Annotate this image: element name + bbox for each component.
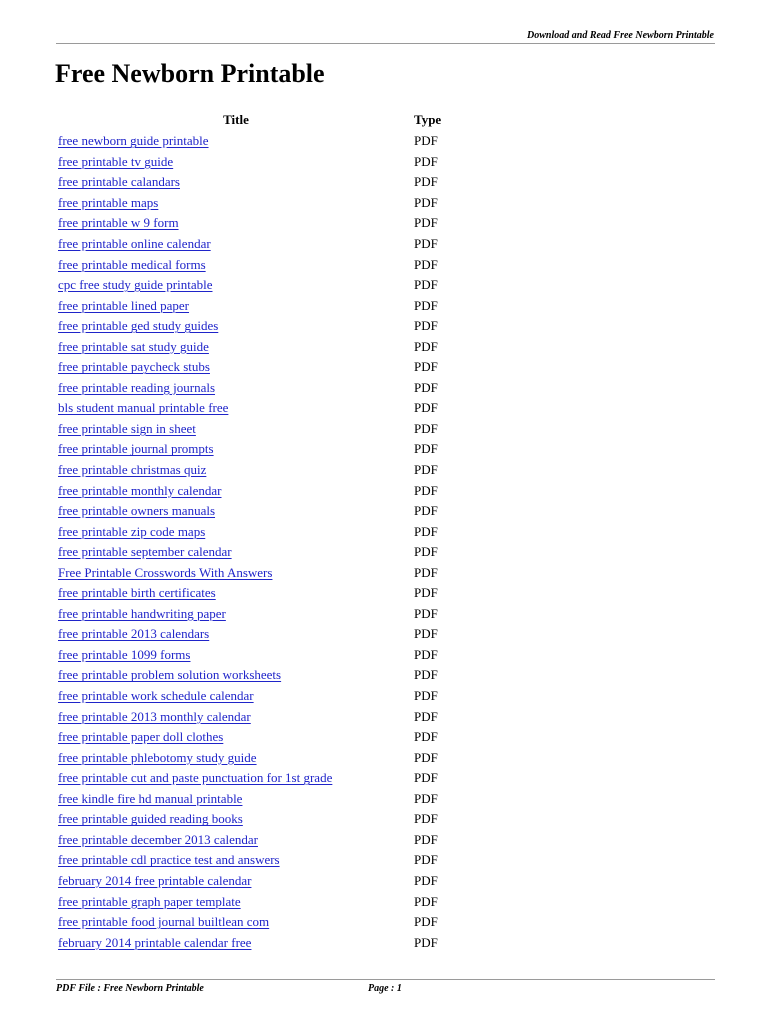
document-link[interactable]: free printable phlebotomy study guide: [58, 749, 257, 765]
row-title-cell: [58, 234, 414, 255]
row-title-cell: [58, 378, 414, 399]
row-type-cell: PDF: [414, 811, 438, 827]
table-row: [58, 398, 478, 419]
row-type-cell: PDF: [414, 256, 438, 272]
column-header-type: Type: [414, 112, 442, 127]
table-row: [58, 336, 478, 357]
row-title-cell: [58, 521, 414, 542]
row-type-cell: PDF: [414, 585, 438, 601]
document-link[interactable]: free printable problem solution worksheets: [58, 667, 282, 683]
header-divider: [56, 43, 715, 44]
row-type-cell: PDF: [414, 420, 438, 436]
row-type-cell: PDF: [414, 400, 438, 416]
table-row: [58, 747, 478, 768]
table-row: [58, 378, 478, 399]
table-row: [58, 172, 478, 193]
row-title-cell: [58, 932, 414, 953]
document-link[interactable]: free printable zip code maps: [58, 523, 206, 539]
row-title-cell: [58, 419, 414, 440]
document-link[interactable]: free printable christmas quiz: [58, 462, 207, 478]
row-type-cell: PDF: [414, 441, 438, 457]
row-title-cell: [58, 809, 414, 830]
column-header-title-label: Title: [223, 112, 249, 127]
table-row: [58, 686, 478, 707]
row-type-cell: PDF: [414, 872, 438, 888]
table-row: [58, 357, 478, 378]
page-title: Free Newborn Printable: [55, 59, 325, 88]
row-type-cell: PDF: [414, 318, 438, 334]
row-type-cell: PDF: [414, 236, 438, 251]
row-title-cell: [58, 789, 414, 810]
row-title-cell: [58, 480, 414, 501]
row-type-cell: PDF: [414, 790, 438, 806]
row-type-cell: PDF: [414, 133, 438, 149]
table-row: [58, 316, 478, 337]
row-type-cell: PDF: [414, 153, 438, 169]
row-type-cell: PDF: [414, 605, 438, 621]
row-title-cell: [58, 193, 414, 214]
row-title-cell: [58, 891, 414, 912]
table-row: [58, 624, 478, 645]
document-link[interactable]: bls student manual printable free: [58, 400, 229, 416]
row-title-cell: [58, 275, 414, 296]
row-title-cell: [58, 336, 414, 357]
table-row: [58, 480, 478, 501]
row-title-cell: [58, 727, 414, 748]
row-type-cell: PDF: [414, 626, 438, 642]
document-link[interactable]: free printable owners manuals: [58, 503, 216, 519]
table-row: [58, 193, 478, 214]
document-link[interactable]: free printable sat study guide: [58, 338, 209, 354]
row-title-cell: [58, 830, 414, 851]
document-link[interactable]: free printable september calendar: [58, 544, 232, 560]
row-type-cell: PDF: [414, 277, 438, 293]
row-title-cell: [58, 665, 414, 686]
document-link[interactable]: free printable maps: [58, 194, 159, 210]
row-type-cell: PDF: [414, 564, 438, 580]
table-row: [58, 583, 478, 604]
table-row: [58, 460, 478, 481]
row-type-cell: PDF: [414, 297, 438, 313]
document-link[interactable]: free printable 1099 forms: [58, 646, 191, 662]
table-row: [58, 727, 478, 748]
document-link[interactable]: free printable birth certificates: [58, 585, 216, 601]
document-link[interactable]: free printable december 2013 calendar: [58, 831, 258, 847]
document-link[interactable]: free printable 2013 monthly calendar: [58, 708, 251, 724]
footer-divider: [56, 979, 715, 980]
row-title-cell: [58, 871, 414, 892]
document-list-table: [58, 109, 478, 953]
row-type-cell: PDF: [414, 523, 438, 539]
table-row: [58, 789, 478, 810]
document-link[interactable]: free printable monthly calendar: [58, 482, 222, 498]
row-title-cell: [58, 439, 414, 460]
row-title-cell: [58, 624, 414, 645]
document-link[interactable]: free printable paycheck stubs: [58, 359, 210, 375]
running-header: Download and Read Free Newborn Printable: [527, 30, 714, 41]
row-title-cell: [58, 768, 414, 789]
row-title-cell: [58, 542, 414, 563]
row-title-cell: [58, 357, 414, 378]
table-row: [58, 419, 478, 440]
document-link[interactable]: free printable w 9 form: [58, 215, 179, 231]
document-link[interactable]: free printable paper doll clothes: [58, 729, 224, 745]
row-title-cell: [58, 295, 414, 316]
row-type-cell: PDF: [414, 194, 438, 210]
row-title-cell: [58, 316, 414, 337]
document-link[interactable]: free printable handwriting paper: [58, 605, 226, 621]
row-type-cell: PDF: [414, 852, 438, 868]
row-type-cell: PDF: [414, 729, 438, 745]
row-type-cell: PDF: [414, 482, 438, 498]
table-row: [58, 213, 478, 234]
table-row: [58, 562, 478, 583]
row-title-cell: [58, 850, 414, 871]
table-row: [58, 850, 478, 871]
row-type-cell: PDF: [414, 462, 438, 478]
row-type-cell: PDF: [414, 667, 438, 683]
document-link[interactable]: cpc free study guide printable: [58, 277, 213, 293]
document-link[interactable]: free kindle fire hd manual printable: [58, 790, 243, 806]
row-title-cell: [58, 583, 414, 604]
row-title-cell: [58, 604, 414, 625]
table-row: [58, 131, 478, 152]
table-row: [58, 604, 478, 625]
document-link[interactable]: free printable graph paper template: [58, 893, 241, 909]
table-row: [58, 501, 478, 522]
table-row: [58, 809, 478, 830]
document-link[interactable]: free printable sign in sheet: [58, 420, 196, 436]
row-title-cell: [58, 747, 414, 768]
table-row: [58, 645, 478, 666]
row-type-cell: PDF: [414, 544, 438, 560]
table-row: [58, 891, 478, 912]
table-row: [58, 768, 478, 789]
document-link[interactable]: Free Printable Crosswords With Answers: [58, 564, 273, 580]
document-link[interactable]: free printable guided reading books: [58, 811, 243, 827]
row-title-cell: [58, 912, 414, 933]
row-type-cell: PDF: [414, 215, 438, 231]
table-row: [58, 295, 478, 316]
row-title-cell: [58, 131, 414, 152]
table-row: [58, 871, 478, 892]
row-type-cell: PDF: [414, 359, 438, 375]
row-title-cell: [58, 645, 414, 666]
document-link[interactable]: free printable tv guide: [58, 153, 174, 169]
row-title-cell: [58, 562, 414, 583]
table-body: [58, 131, 478, 953]
row-title-cell: [58, 254, 414, 275]
document-link[interactable]: free printable 2013 calendars: [58, 626, 210, 642]
row-title-cell: [58, 501, 414, 522]
row-title-cell: [58, 398, 414, 419]
table-row: [58, 152, 478, 173]
document-link[interactable]: free printable lined paper: [58, 297, 190, 313]
document-link[interactable]: free newborn guide printable: [58, 133, 209, 149]
table-row: [58, 706, 478, 727]
table-row: [58, 439, 478, 460]
table-row: [58, 665, 478, 686]
row-title-cell: [58, 686, 414, 707]
document-link[interactable]: february 2014 free printable calendar: [58, 872, 252, 888]
row-title-cell: [58, 213, 414, 234]
row-type-cell: PDF: [414, 503, 438, 519]
table-row: [58, 275, 478, 296]
document-link[interactable]: free printable work schedule calendar: [58, 688, 254, 704]
row-title-cell: [58, 706, 414, 727]
row-type-cell: PDF: [414, 338, 438, 354]
document-link[interactable]: free printable ged study guides: [58, 318, 219, 334]
document-link[interactable]: free printable cdl practice test and answers: [58, 852, 280, 868]
row-type-cell: PDF: [414, 749, 438, 765]
footer-page-number: Page : 1: [368, 983, 402, 994]
row-type-cell: PDF: [414, 914, 438, 930]
row-type-cell: PDF: [414, 770, 438, 786]
row-title-cell: [58, 152, 414, 173]
footer-file-label: PDF File : Free Newborn Printable: [56, 983, 204, 994]
document-link[interactable]: february 2014 printable calendar free: [58, 934, 252, 950]
row-type-cell: PDF: [414, 934, 438, 950]
table-row: [58, 932, 478, 953]
document-link[interactable]: free printable journal prompts: [58, 441, 214, 457]
table-row: [58, 254, 478, 275]
document-link[interactable]: free printable calandars: [58, 174, 180, 190]
document-link[interactable]: free printable online calendar: [58, 236, 211, 251]
column-header-title: [58, 109, 414, 131]
document-link[interactable]: free printable reading journals: [58, 379, 216, 395]
row-type-cell: PDF: [414, 831, 438, 847]
table-row: [58, 234, 478, 255]
row-type-cell: PDF: [414, 893, 438, 909]
row-type-cell: PDF: [414, 688, 438, 704]
row-type-cell: PDF: [414, 379, 438, 395]
document-link[interactable]: free printable food journal builtlean com: [58, 914, 270, 930]
document-link[interactable]: free printable medical forms: [58, 256, 206, 272]
table-row: [58, 912, 478, 933]
table-row: [58, 521, 478, 542]
row-title-cell: [58, 172, 414, 193]
table-row: [58, 830, 478, 851]
row-title-cell: [58, 460, 414, 481]
row-type-cell: PDF: [414, 708, 438, 724]
table-row: [58, 542, 478, 563]
document-link[interactable]: free printable cut and paste punctuation for 1st grade: [58, 770, 333, 786]
row-type-cell: PDF: [414, 174, 438, 190]
table-header-row: [58, 109, 478, 131]
row-type-cell: PDF: [414, 646, 438, 662]
